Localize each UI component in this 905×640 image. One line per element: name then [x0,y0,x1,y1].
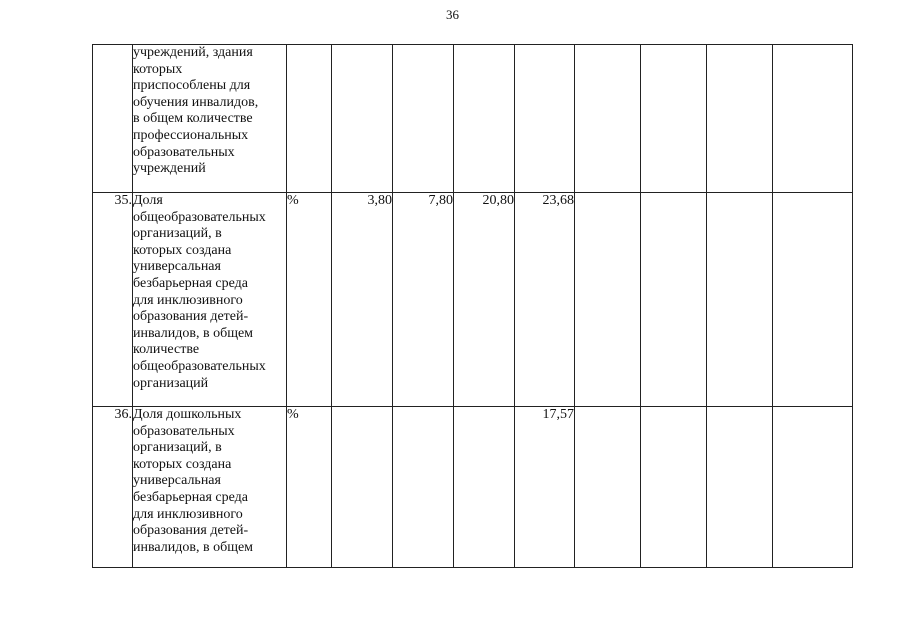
description-line: для инклюзивного [133,292,243,308]
description-line: приспособлены для [133,78,251,94]
value-cell [332,407,393,568]
description-line: организаций, в [133,440,222,456]
value-cell [707,407,773,568]
description-line: общеобразовательных [133,209,266,225]
value-cell [773,193,853,407]
value-cell [332,45,393,193]
value-cell [707,45,773,193]
description-line: безбарьерная среда [133,275,249,291]
description-line: образовательных [133,423,235,439]
value-cell [454,407,515,568]
description-line: универсальная [133,473,221,489]
value-cell: 20,80 [454,193,515,407]
row-number: 35. [93,193,133,407]
description-line: количестве [133,342,200,358]
description-line: инвалидов, в общем [133,539,254,555]
description-line: общеобразовательных [133,358,266,374]
description-line: которых создана [133,242,232,258]
description-line: которых [133,61,183,77]
description-line: обучения инвалидов, [133,94,259,110]
value-cell [641,407,707,568]
description-line: инвалидов, в общем [133,325,254,341]
indicator-description [133,193,287,407]
description-line: образовательных [133,144,235,160]
unit-cell: % [287,407,332,568]
value-cell [575,193,641,407]
unit-cell: % [287,193,332,407]
description-line: универсальная [133,259,221,275]
description-line: образования детей- [133,523,249,539]
description-line: учреждений [133,161,206,177]
value-cell: 17,57 [515,407,575,568]
indicator-description [133,45,287,193]
description-line: которых создана [133,456,232,472]
value-cell [393,407,454,568]
value-cell [575,45,641,193]
value-cell [515,45,575,193]
description-line: в общем количестве [133,111,253,127]
description-line: для инклюзивного [133,506,243,522]
description-line: профессиональных [133,127,249,143]
value-cell [773,407,853,568]
value-cell: 7,80 [393,193,454,407]
value-cell: 23,68 [515,193,575,407]
indicator-description [133,407,287,568]
value-cell [393,45,454,193]
value-cell [454,45,515,193]
description-line: образования детей- [133,309,249,325]
value-cell [641,193,707,407]
row-number: 36. [93,407,133,568]
description-line: безбарьерная среда [133,489,249,505]
table-body [93,45,853,568]
description-line: учреждений, здания [133,45,253,60]
description-line: организаций, в [133,226,222,242]
table-row [93,193,853,407]
description-line: организаций [133,375,209,391]
value-cell [575,407,641,568]
row-number [93,45,133,193]
unit-cell [287,45,332,193]
page-number: 36 [446,7,459,22]
table-row [93,45,853,193]
value-cell: 3,80 [332,193,393,407]
indicators-table [92,44,853,568]
description-line: Доля дошкольных [133,407,242,422]
value-cell [641,45,707,193]
value-cell [707,193,773,407]
description-line: Доля [133,193,163,208]
table-row [93,407,853,568]
value-cell [773,45,853,193]
